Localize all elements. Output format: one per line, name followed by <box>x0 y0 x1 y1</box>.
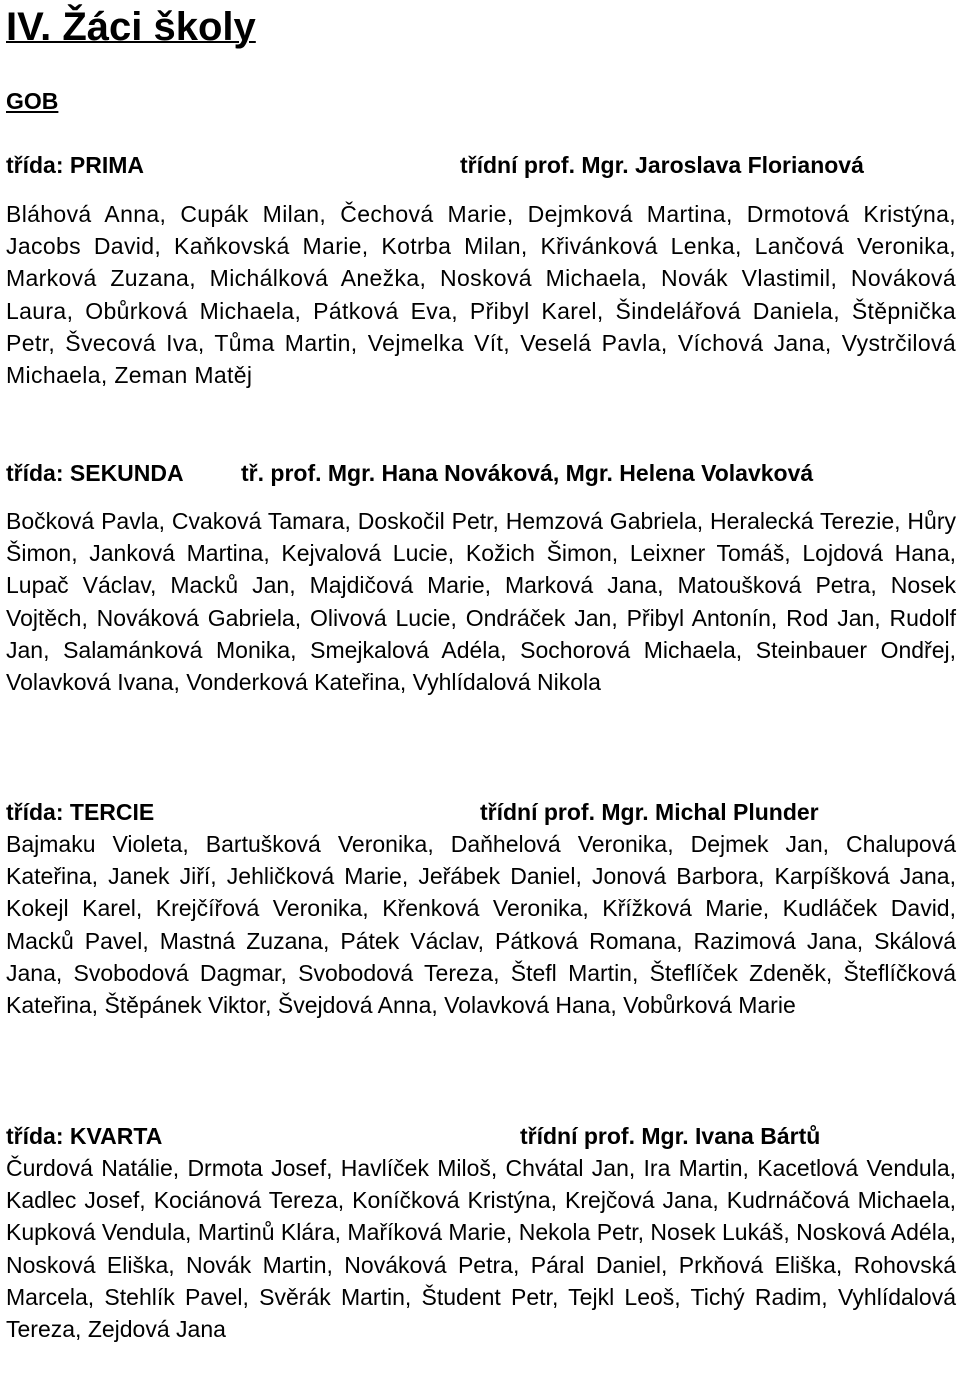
page-title: IV. Žáci školy <box>6 5 256 49</box>
student-list-prima: Bláhová Anna, Cupák Milan, Čechová Marie, Dejmková Martina, Drmotová Kristýna, Jacobs David, Kaňkovská Marie, Kotrba Milan, Křivánková Lenka, Lančová Veronika, Marková Zuzana, Michálková Anežka, Nosková Michaela, Novák Vlastimil, Nováková Laura, Obůrková Michaela, Pátková Eva, Přibyl Karel, Šindelářová Daniela, Štěpnička Petr, Švecová Iva, Tůma Martin, Vejmelka Vít, Veselá Pavla, Víchová Jana, Vystrčilová Michaela, Zeman Matěj <box>6 201 956 389</box>
student-list-sekunda: Bočková Pavla, Cvaková Tamara, Doskočil Petr, Hemzová Gabriela, Heralecká Terezie, Hůry Šimon, Janková Martina, Kejvalová Lucie, Kožich Šimon, Leixner Tomáš, Lojdová Hana, Lupač Václav, Macků Jan, Majdičová Marie, Marková Jana, Matoušková Petra, Nosek Vojtěch, Nováková Gabriela, Olivová Lucie, Ondráček Jan, Přibyl Antonín, Rod Jan, Rudolf Jan, Salamánková Monika, Smejkalová Adéla, Sochorová Michaela, Steinbauer Ondřej, Volavková Ivana, Vonderková Kateřina, Vyhlídalová Nikola <box>6 508 956 696</box>
class-label: třída: TERCIE <box>6 799 155 825</box>
class-label: třída: KVARTA <box>6 1123 163 1149</box>
student-list-kvarta: Čurdová Natálie, Drmota Josef, Havlíček Miloš, Chvátal Jan, Ira Martin, Kacetlová Vendula, Kadlec Josef, Kociánová Tereza, Koníčková Kristýna, Krejčová Jana, Kudrnáčová Michaela, Kupková Vendula, Martinů Klára, Maříková Marie, Nekola Petr, Nosek Lukáš, Nosková Adéla, Nosková Eliška, Novák Martin, Nováková Petra, Páral Daniel, Prkňová Eliška, Rohovská Marcela, Stehlík Pavel, Svěrák Martin, Študent Petr, Tejkl Leoš, Tichý Radim, Vyhlídalová Tereza, Zejdová Jana <box>6 1155 956 1343</box>
class-teacher: třídní prof. Mgr. Jaroslava Florianová <box>460 152 864 178</box>
class-teacher: třídní prof. Mgr. Michal Plunder <box>480 799 819 825</box>
class-label: třída: SEKUNDA <box>6 460 184 486</box>
student-list-tercie: Bajmaku Violeta, Bartušková Veronika, Daňhelová Veronika, Dejmek Jan, Chalupová Kateřina, Janek Jiří, Jehličková Marie, Jeřábek Daniel, Jonová Barbora, Karpíšková Jana, Kokejl Karel, Krejčířová Veronika, Křenková Veronika, Křížková Marie, Kudláček David, Macků Pavel, Mastná Zuzana, Pátek Václav, Pátková Romana, Razimová Jana, Skálová Jana, Svobodová Dagmar, Svobodová Tereza, Štefl Martin, Šteflíček Zdeněk, Šteflíčková Kateřina, Štěpánek Viktor, Švejdová Anna, Volavková Hana, Vobůrková Marie <box>6 831 956 1019</box>
class-teacher: třídní prof. Mgr. Ivana Bártů <box>520 1123 821 1149</box>
school-heading: GOB <box>6 88 59 114</box>
class-label: třída: PRIMA <box>6 152 144 178</box>
class-teacher: tř. prof. Mgr. Hana Nováková, Mgr. Helena Volavková <box>241 460 814 486</box>
